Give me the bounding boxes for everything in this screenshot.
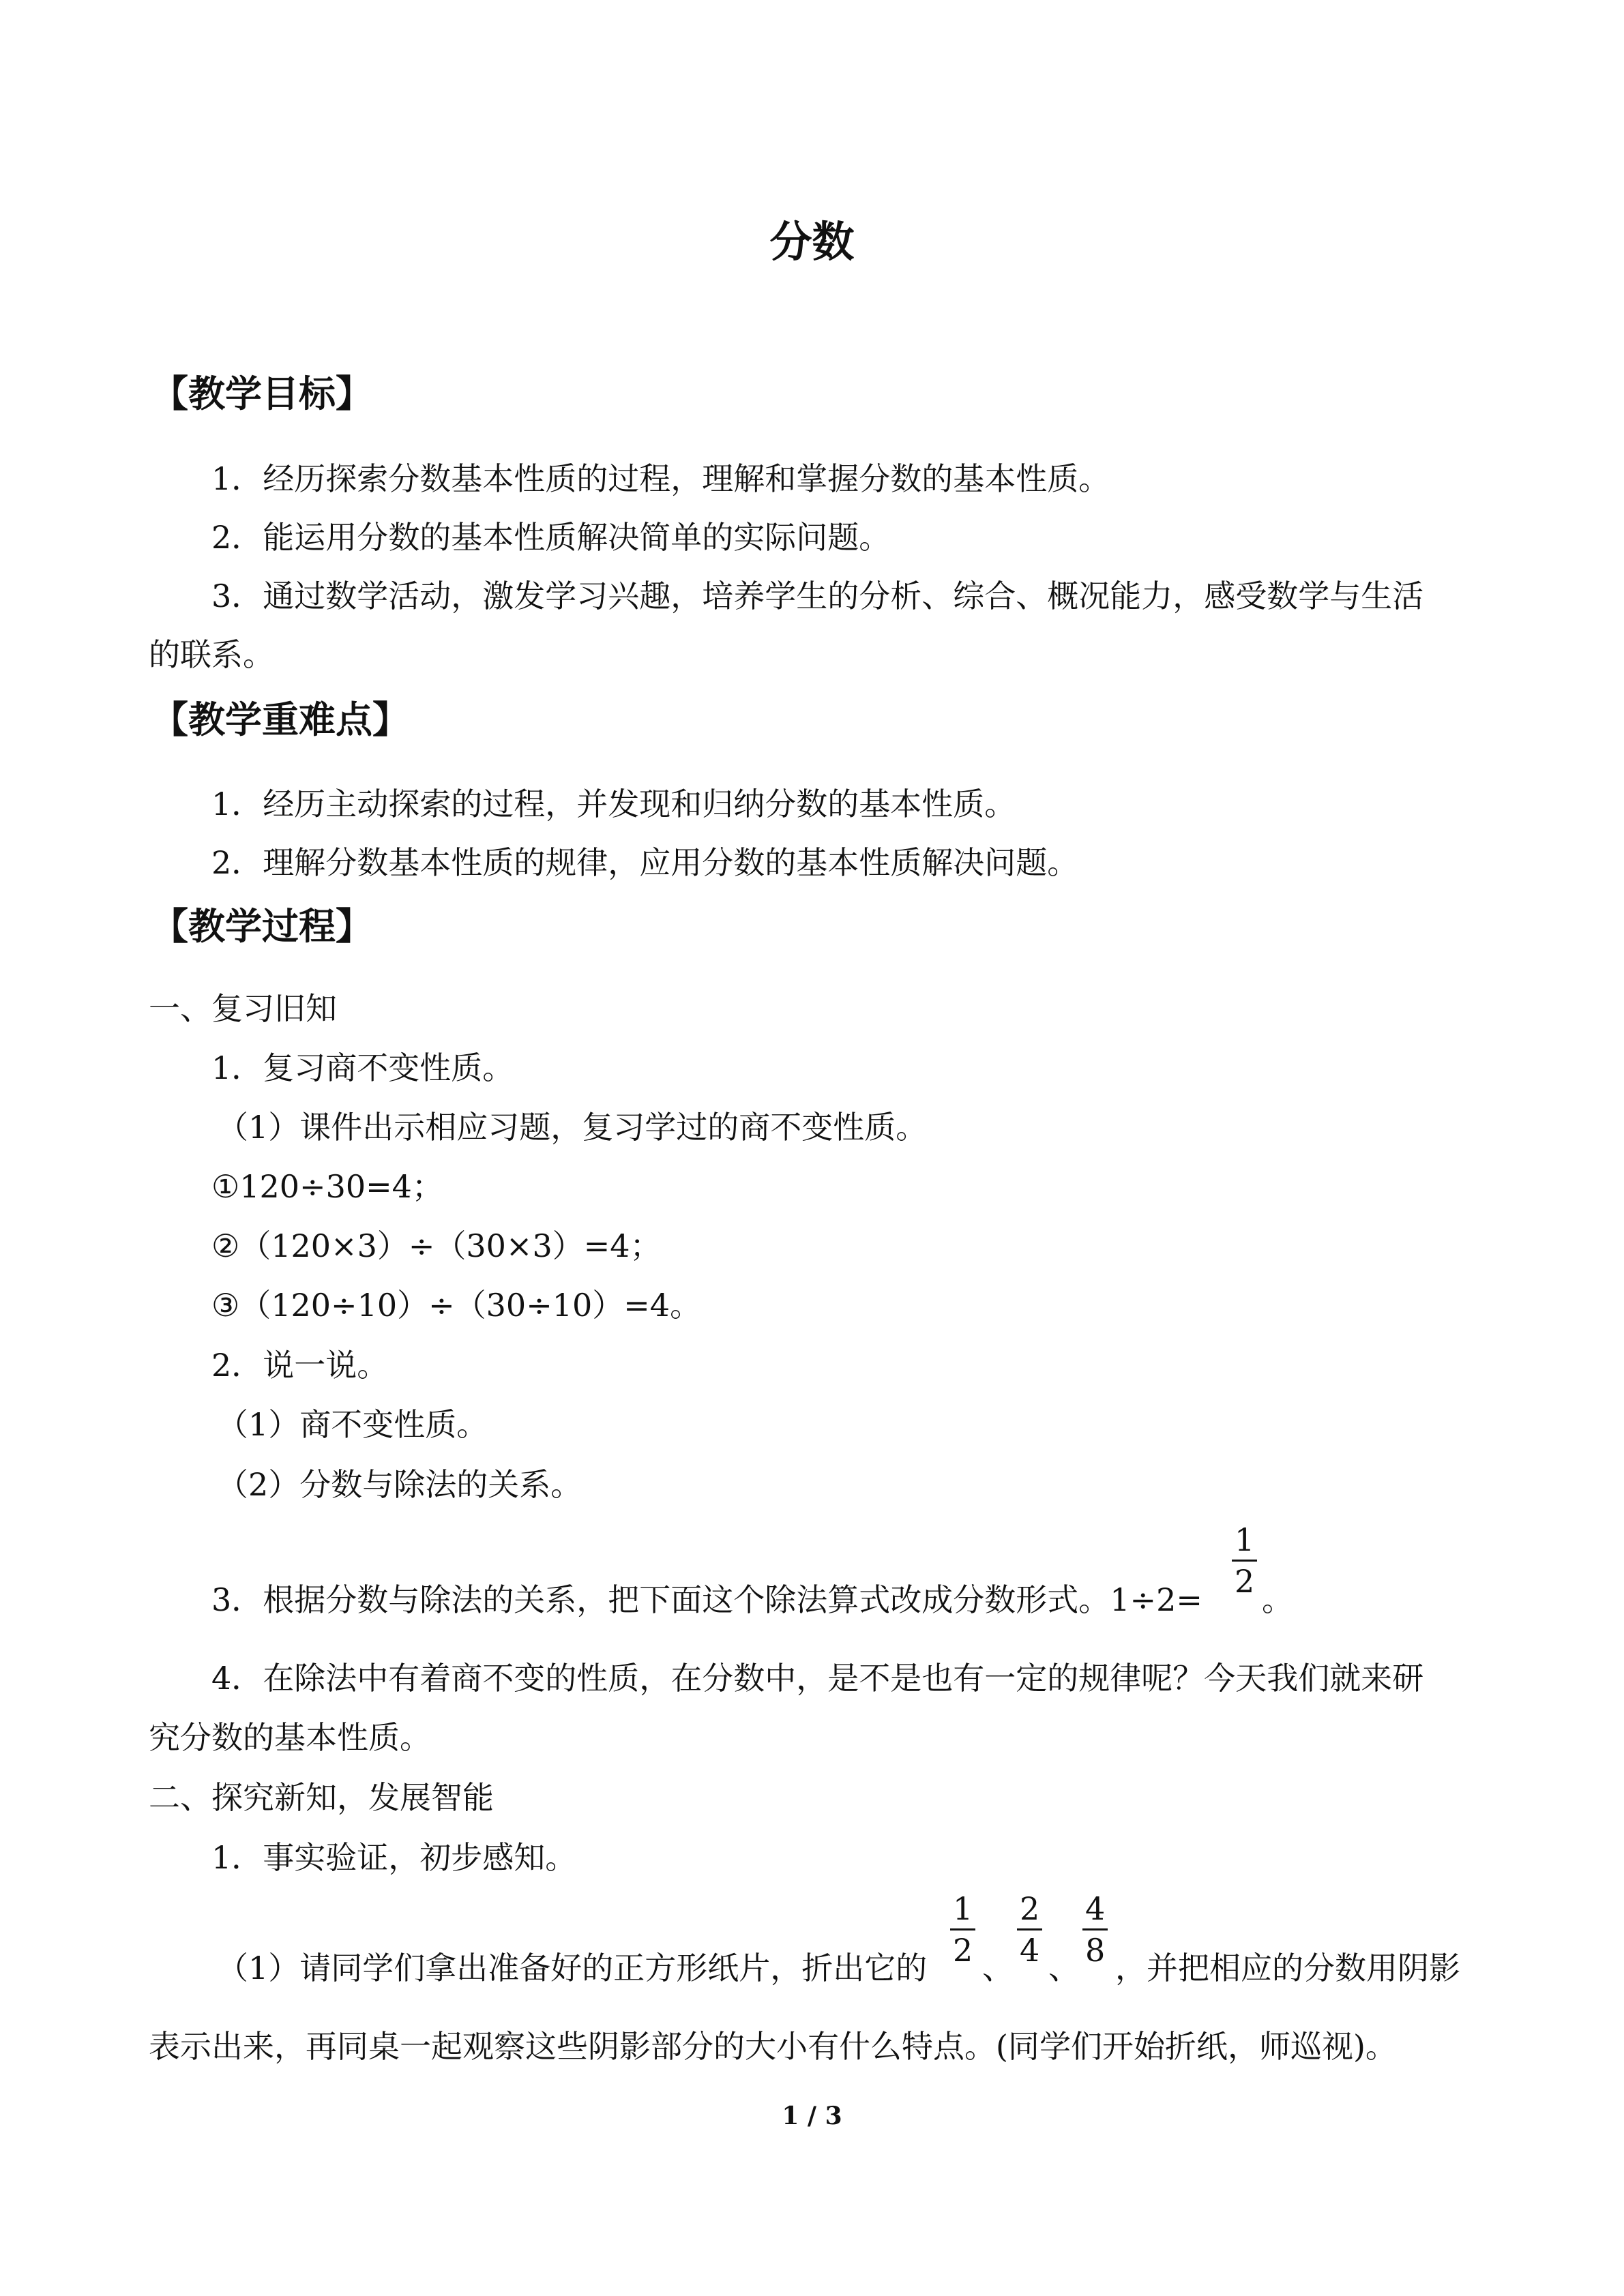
fraction-numerator: 2 — [1017, 1893, 1042, 1930]
part1-line-5: ③（120÷10）÷（30÷10）=4。 — [211, 1287, 702, 1324]
part2-line-2-start: （1）请同学们拿出准备好的正方形纸片，折出它的 — [217, 1950, 928, 1986]
goal-3: 3．通过数学活动，激发学习兴趣，培养学生的分析、综合、概况能力，感受数学与生活 — [211, 578, 1424, 614]
fraction-2-4 — [1017, 1890, 1042, 1969]
fraction-1-2 — [950, 1890, 975, 1969]
fraction-4-8 — [1082, 1890, 1108, 1969]
part1-title: 一、复习旧知 — [149, 990, 337, 1027]
key-point-2: 2．理解分数基本性质的规律，应用分数的基本性质解决问题。 — [211, 844, 1079, 881]
separator: 、 — [1048, 1950, 1080, 1986]
heading-key-points: 【教学重难点】 — [151, 698, 409, 741]
part2-line-3: 表示出来，再同桌一起观察这些阴影部分的大小有什么特点。(同学们开始折纸，师巡视)。 — [149, 2028, 1397, 2065]
part1-line-4: ②（120×3）÷（30×3）=4； — [211, 1227, 662, 1264]
fraction-denominator: 2 — [1235, 1563, 1255, 1600]
part2-title: 二、探究新知，发展智能 — [149, 1779, 494, 1816]
fraction-denominator: 2 — [953, 1932, 973, 1969]
part1-line-7: （1）商不变性质。 — [217, 1406, 488, 1443]
goal-3-cont: 的联系。 — [149, 636, 274, 673]
part1-line-10: 4．在除法中有着商不变的性质，在分数中，是不是也有一定的规律呢？今天我们就来研 — [211, 1660, 1424, 1697]
key-point-1: 1．经历主动探索的过程，并发现和归纳分数的基本性质。 — [211, 786, 1016, 822]
part2-line-2-end: ，并把相应的分数用阴影 — [1115, 1950, 1460, 1986]
fraction-denominator: 4 — [1020, 1932, 1040, 1969]
goal-2: 2．能运用分数的基本性质解决简单的实际问题。 — [211, 519, 891, 556]
part1-line-2: （1）课件出示相应习题，复习学过的商不变性质。 — [217, 1109, 928, 1146]
part1-line-3: ①120÷30=4； — [211, 1168, 443, 1205]
separator: 、 — [982, 1950, 1014, 1986]
part2-line-1: 1．事实验证，初步感知。 — [211, 1839, 577, 1876]
goal-1: 1．经历探索分数基本性质的过程，理解和掌握分数的基本性质。 — [211, 460, 1110, 497]
heading-goals: 【教学目标】 — [151, 372, 372, 415]
fraction-numerator: 1 — [950, 1893, 975, 1930]
fraction-numerator: 1 — [1232, 1524, 1257, 1562]
part1-line-11: 究分数的基本性质。 — [149, 1719, 431, 1756]
heading-process: 【教学过程】 — [151, 905, 372, 948]
part1-line-8: （2）分数与除法的关系。 — [217, 1466, 582, 1503]
fraction-denominator: 8 — [1085, 1932, 1106, 1969]
part1-line-9: 3．根据分数与除法的关系，把下面这个除法算式改成分数形式。1÷2= — [211, 1581, 1202, 1618]
part1-line-6: 2．说一说。 — [211, 1347, 389, 1384]
page-title: 分数 — [769, 217, 855, 267]
page-number: 1 / 3 — [782, 2102, 842, 2130]
part1-line-9-end: 。 — [1262, 1581, 1293, 1618]
fraction-numerator: 4 — [1082, 1893, 1108, 1930]
fraction-one-half — [1232, 1521, 1257, 1600]
part1-line-1: 1．复习商不变性质。 — [211, 1049, 514, 1086]
